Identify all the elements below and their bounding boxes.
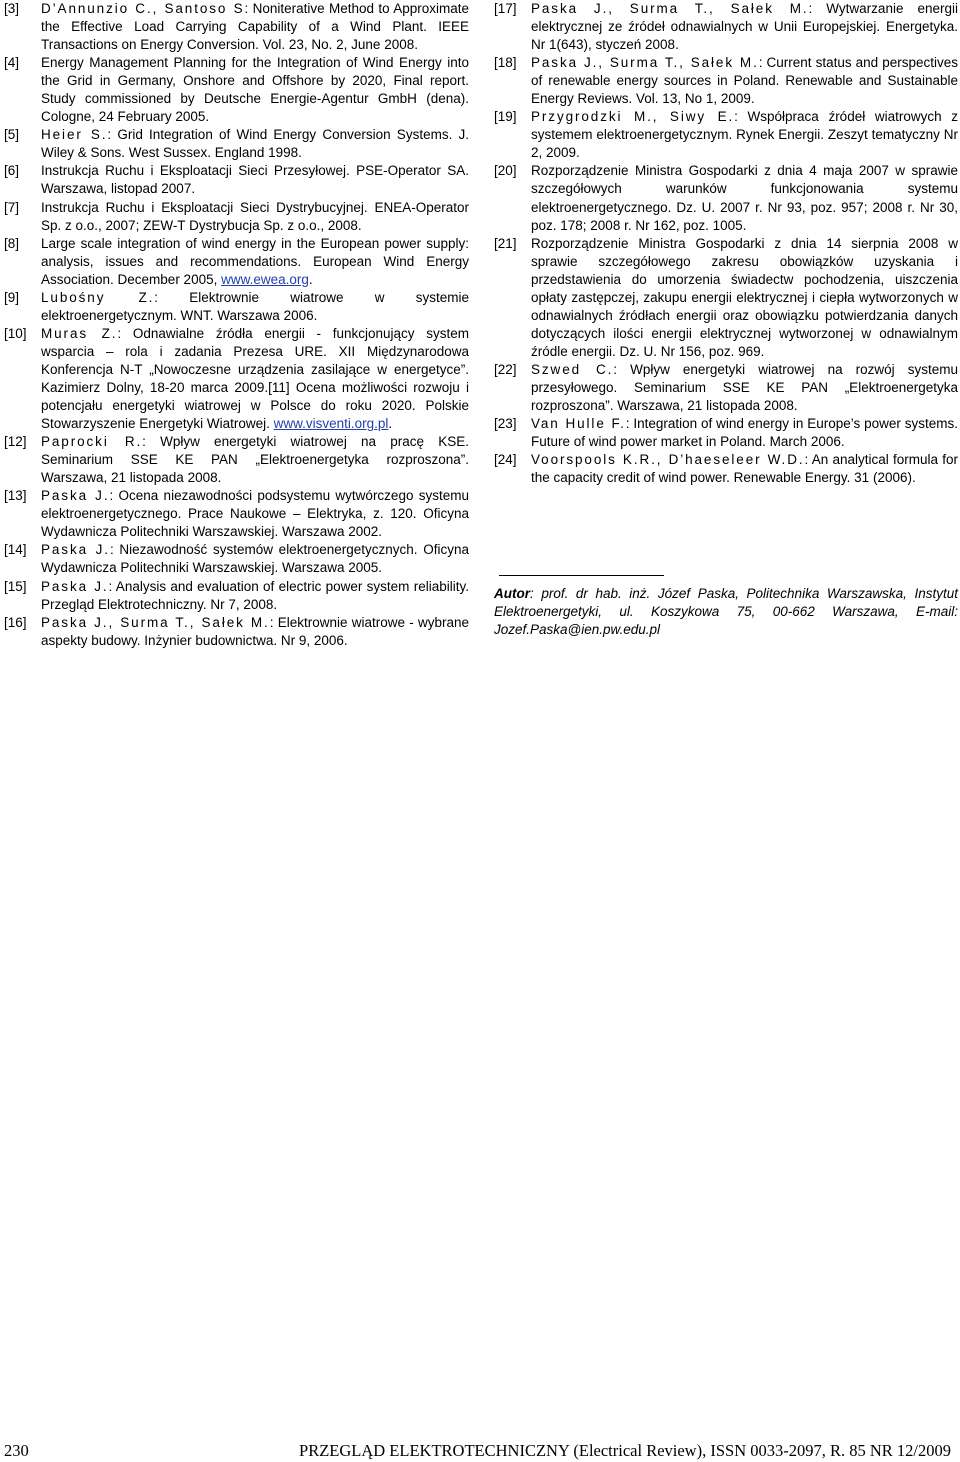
reference-item xyxy=(4,0,469,54)
reference-item xyxy=(494,162,958,234)
reference-text: Instrukcja Ruchu i Eksploatacji Sieci Przesyłowej. PSE-Operator SA. Warszawa, listopad 2007. xyxy=(41,163,469,197)
reference-text: : Ocena niezawodności podsystemu wytwórczego systemu elektroenergetycznego. Prace Naukowe – Elektryka, z. 120. Oficyna Wydawnicza Politechniki Warszawskiej. Warszawa 2002. xyxy=(41,488,469,540)
reference-item xyxy=(494,54,958,108)
reference-item xyxy=(494,235,958,361)
reference-item xyxy=(4,433,469,487)
reference-number: [17] xyxy=(494,1,517,16)
reference-number: [13] xyxy=(4,488,27,504)
reference-number: [16] xyxy=(4,614,27,630)
author-separator-rule xyxy=(499,575,664,576)
reference-text: : Niezawodność systemów elektroenergetycznych. Oficyna Wydawnicza Politechniki Warszawskiej. Warszawa 2005. xyxy=(41,542,469,576)
reference-item xyxy=(4,578,469,614)
reference-text: : Wytwarzanie energii elektrycznej ze źródeł odnawialnych w Unii Europejskiej. Energetyka. Nr 1(643), styczeń 2008. xyxy=(531,1,958,53)
reference-text: Energy Management Planning for the Integration of Wind Energy into the Grid in Germany, Onshore and Offshore by 2020, Final report. Study commissioned by Deutsche Energie-Agentur GmbH (dena). Cologne, 24 February 2005. xyxy=(41,55,469,125)
reference-authors: Van Hulle F. xyxy=(531,416,626,432)
reference-text: : Noniterative Method to Approximate the Effective Load Carrying Capability of a Wind Plant. IEEE Transactions on Energy Conversion. Vol. 23, No. 2, June 2008. xyxy=(41,1,469,53)
reference-authors: Paska J., Surma T., Sałek M. xyxy=(531,55,759,71)
reference-item xyxy=(494,451,958,487)
reference-text: : Elektrownie wiatrowe - wybrane aspekty budowy. Inżynier budownictwa. Nr 9, 2006. xyxy=(41,614,470,648)
reference-text: Instrukcja Ruchu i Eksploatacji Sieci Dystrybucyjnej. ENEA-Operator Sp. z o.o., 2007; ZEW-T Dystrybucja Sp. z o.o., 2008. xyxy=(41,199,469,233)
reference-number: [6] xyxy=(4,163,20,179)
reference-number: [22] xyxy=(494,361,517,377)
reference-number: [23] xyxy=(494,416,517,432)
reference-end: . xyxy=(388,416,393,432)
reference-text: : Analysis and evaluation of electric power system reliability. Przegląd Elektrotechniczny. Nr 7, 2008. xyxy=(41,578,469,612)
reference-number: [15] xyxy=(4,578,27,594)
reference-text: : An analytical formula for the capacity credit of wind power. Renewable Energy. 31 (2006). xyxy=(531,452,959,486)
reference-number: [24] xyxy=(494,452,517,468)
reference-item xyxy=(494,415,958,451)
reference-item xyxy=(4,126,469,162)
reference-item xyxy=(494,108,958,162)
reference-text: : Grid Integration of Wind Energy Conversion Systems. J. Wiley & Sons. West Sussex. England 1998. xyxy=(41,127,470,161)
reference-item xyxy=(494,0,958,54)
reference-number: [12] xyxy=(4,434,27,450)
reference-item xyxy=(4,162,469,198)
reference-item xyxy=(4,541,469,577)
references-left-column xyxy=(4,0,469,650)
page-number: 230 xyxy=(4,1441,29,1460)
reference-number: [20] xyxy=(494,163,517,179)
reference-authors: Szwed C. xyxy=(531,361,614,377)
reference-item xyxy=(4,614,469,650)
reference-authors: Paprocki R. xyxy=(41,434,143,450)
reference-item xyxy=(4,325,469,433)
reference-item xyxy=(4,54,469,126)
reference-text: : Current status and perspectives of renewable energy sources in Poland. Renewable and Sustainable Energy Reviews. Vol. 13, No 1, 2009. xyxy=(531,55,958,107)
reference-authors: Paska J., Surma T., Sałek M. xyxy=(531,1,809,16)
reference-authors: Lubośny Z. xyxy=(41,289,155,305)
reference-authors: Przygrodzki M., Siwy E. xyxy=(531,109,735,125)
reference-item xyxy=(4,487,469,541)
reference-link[interactable]: www.ewea.org xyxy=(221,271,309,287)
references-right-column xyxy=(494,0,958,487)
reference-authors: Paska J. xyxy=(41,578,109,594)
reference-text: Large scale integration of wind energy in the European power supply: analysis, issues and recommendations. European Wind Energy Association. December 2005, xyxy=(41,235,469,287)
author-note xyxy=(494,585,958,639)
reference-end: . xyxy=(308,271,313,287)
reference-number: [5] xyxy=(4,127,20,143)
author-details: : prof. dr hab. inż. Józef Paska, Politechnika Warszawska, Instytut Elektroenergetyki, ul. Koszykowa 75, 00-662 Warszawa, E-mail: Jozef.Paska@ien.pw.edu.pl xyxy=(494,586,958,638)
reference-number: [4] xyxy=(4,55,20,71)
reference-number: [8] xyxy=(4,235,20,251)
journal-footer: PRZEGLĄD ELEKTROTECHNICZNY (Electrical Review), ISSN 0033-2097, R. 85 NR 12/2009 xyxy=(299,1441,951,1460)
reference-text: : Elektrownie wiatrowe w systemie elektroenergetycznym. WNT. Warszawa 2006. xyxy=(41,289,469,323)
reference-authors: D’Annunzio C., Santoso S xyxy=(41,1,245,16)
reference-number: [3] xyxy=(4,1,20,16)
reference-authors: Paska J. xyxy=(41,542,110,558)
reference-text: Rozporządzenie Ministra Gospodarki z dnia 4 maja 2007 w sprawie szczegółowych warunków funkcjonowania systemu elektroenergetycznego. Dz. U. 2007 r. Nr 93, poz. 957; 2008 r. Nr 30, poz. 178; 2008 r. Nr 162, poz. 1005. xyxy=(531,163,958,233)
reference-item xyxy=(4,199,469,235)
reference-text: : Współpraca źródeł wiatrowych z systemem elektroenergetycznym. Rynek Energii. Zeszyt tematyczny Nr 2, 2009. xyxy=(531,109,958,161)
reference-number: [19] xyxy=(494,109,517,125)
reference-text: : Wpływ energetyki wiatrowej na rozwój systemu przesyłowego. Seminarium SSE KE PAN „Elektroenergetyka rozproszona”. Warszawa, 21 listopada 2008. xyxy=(531,361,958,414)
reference-text: : Integration of wind energy in Europe’s power systems. Future of wind power market in Poland. March 2006. xyxy=(531,416,958,450)
reference-authors: Paska J., Surma T., Sałek M. xyxy=(41,614,270,630)
reference-number: [21] xyxy=(494,235,517,251)
reference-authors: Heier S. xyxy=(41,127,108,143)
reference-item xyxy=(4,289,469,325)
reference-authors: Voorspools K.R., D’haeseleer W.D. xyxy=(531,452,805,468)
reference-number: [14] xyxy=(4,542,27,558)
reference-number: [7] xyxy=(4,199,20,215)
reference-text: Rozporządzenie Ministra Gospodarki z dnia 14 sierpnia 2008 w sprawie szczegółowego zakresu obowiązków uzyskania i przedstawienia do umorzenia świadectw pochodzenia, uiszczenia opłaty zastępczej, zakupu energii elektrycznej i ciepła wytworzonych w odnawialnych źródłach energii oraz obowiązku potwierdzania danych dotyczących ilości energii elektrycznej wytworzonej w odnawialnym źródle energii. Dz. U. Nr 156, poz. 969. xyxy=(531,235,958,359)
reference-link[interactable]: www.visventi.org.pl xyxy=(273,416,389,432)
reference-text: : Wpływ energetyki wiatrowej na pracę KSE. Seminarium SSE KE PAN „Elektroenergetyka rozproszona”. Warszawa, 21 listopada 2008. xyxy=(41,434,469,486)
reference-number: [10] xyxy=(4,325,27,341)
reference-item xyxy=(494,361,958,415)
reference-text: : Odnawialne źródła energii - funkcjonujący system wsparcia – rola i zadania Prezesa URE. XII Międzynarodowa Konferencja N-T „Nowoczesne urządzenia zasilające w energetyce”. Kazimierz Dolny, 18-20 marca 2009.[11] Ocena możliwości rozwoju i potencjału energetyki wiatrowej w Polsce do roku 2020. Polskie Stowarzyszenie Energetyki Wiatrowej. xyxy=(41,325,469,432)
author-label: Autor xyxy=(494,586,530,601)
reference-item xyxy=(4,235,469,289)
reference-number: [18] xyxy=(494,55,517,71)
reference-authors: Paska J. xyxy=(41,488,110,504)
reference-authors: Muras Z. xyxy=(41,325,118,341)
reference-number: [9] xyxy=(4,289,20,305)
